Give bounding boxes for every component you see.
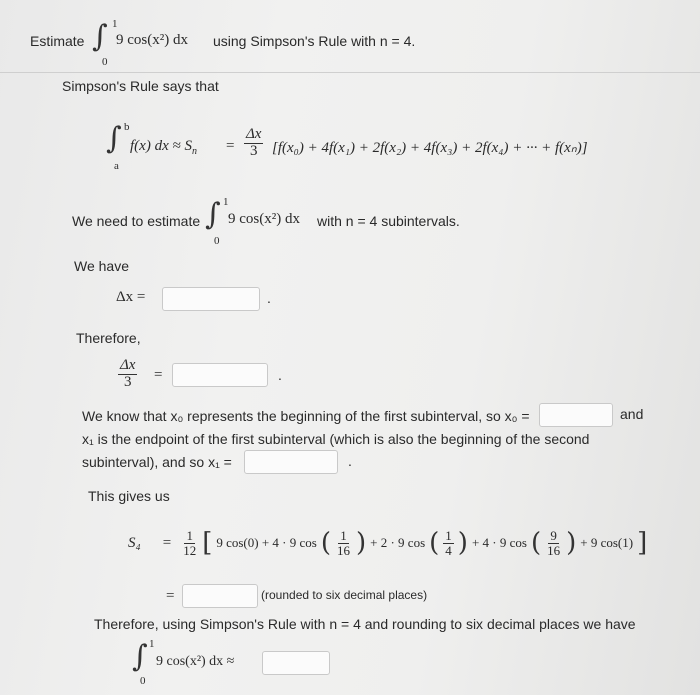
rule-lower-limit: a [114,160,119,172]
therefore-label: Therefore, [76,330,141,346]
we-have-label: We have [74,258,129,274]
know-line3: subinterval), and so x₁ = [82,454,232,470]
dx-over-3-equals: = [154,367,163,383]
rounded-note: (rounded to six decimal places) [261,588,428,602]
gives-label: This gives us [88,488,170,504]
dx-over-3-input[interactable] [172,363,268,387]
dx-input[interactable] [162,287,260,311]
need-integrand: 9 cos(x²) dx [228,211,300,227]
final-integral-sign: ∫ [132,639,148,674]
need-integral-sign: ∫ [205,197,221,232]
need-lower-limit: 0 [214,235,220,247]
arg-fraction-2: $\frac{1}{4}$ [445,527,452,558]
estimate-label: Estimate [30,33,85,49]
period: . [348,453,352,469]
final-answer-input[interactable] [262,651,330,675]
rule-lhs: f(x) dx ≈ $S_n$ [130,138,197,157]
s4-equals-2: = [166,588,175,604]
integral-sign: ∫ [92,19,108,54]
know-line1: We know that x₀ represents the beginning of the first subinterval, so x₀ = [82,408,530,424]
header-integrand: 9 cos(x²) dx [116,32,188,48]
section-divider [0,72,700,73]
integral-lower-limit: 0 [102,56,108,68]
rule-upper-limit: b [124,121,130,133]
final-integrand: 9 cos(x²) dx ≈ [156,654,235,669]
know-line2: x₁ is the endpoint of the first subinterval (which is also the beginning of the second [82,431,590,447]
rule-intro: Simpson's Rule says that [62,78,219,94]
x0-input[interactable] [539,403,613,427]
period: . [278,367,282,383]
s4-expression: S₄ = $\frac{1}{12}$ [ 9 cos(0) + 4 · 9 cos ( $\frac{1}{16}$ ) + 2 · 9 cos ( $\frac{1}{4}$ ) + 4 · 9 cos ( $\frac{9}{16}$ ) + 9 cos(1) ] [128,527,648,558]
period: . [267,290,271,306]
term-3: + 9 cos(1) [580,535,634,550]
arg-fraction-3: $\frac{9}{16}$ [547,527,561,558]
need-suffix: with n = 4 subintervals. [317,213,460,229]
header-method-text: using Simpson's Rule with n = 4. [213,33,416,49]
final-lower-limit: 0 [140,675,146,687]
dx-label: Δx = [116,289,146,305]
s4-equals: = [162,534,172,551]
integral-upper-limit: 1 [112,18,118,30]
need-prefix: We need to estimate [72,213,201,229]
x1-input[interactable] [244,450,338,474]
dx-over-3-fraction: $\frac{\Delta x}{3}$ [120,357,136,390]
final-text: Therefore, using Simpson's Rule with n = 4 and rounding to six decimal places we have [94,616,636,632]
rule-fraction: $\frac{\Delta x}{3}$ [246,126,262,159]
need-upper-limit: 1 [223,196,229,208]
term-2: + 4 · 9 cos [471,535,527,550]
s4-symbol: S₄ [128,534,141,551]
final-upper-limit: 1 [149,638,155,650]
arg-fraction-1: $\frac{1}{16}$ [336,527,350,558]
rule-equals: = [226,138,235,154]
rule-rhs: [f(x₀) + 4f(x₁) + 2f(x₂) + 4f(x₃) + 2f(x₄) + ··· + f(xₙ)] [272,140,588,156]
know-and: and [620,406,644,422]
term-1: + 2 · 9 cos [370,535,426,550]
s4-input[interactable] [182,584,258,608]
term-0: 9 cos(0) + 4 · 9 cos [216,535,317,550]
coef-fraction: $\frac{1}{12}$ [183,527,197,558]
rule-integral-sign: ∫ [106,121,122,156]
